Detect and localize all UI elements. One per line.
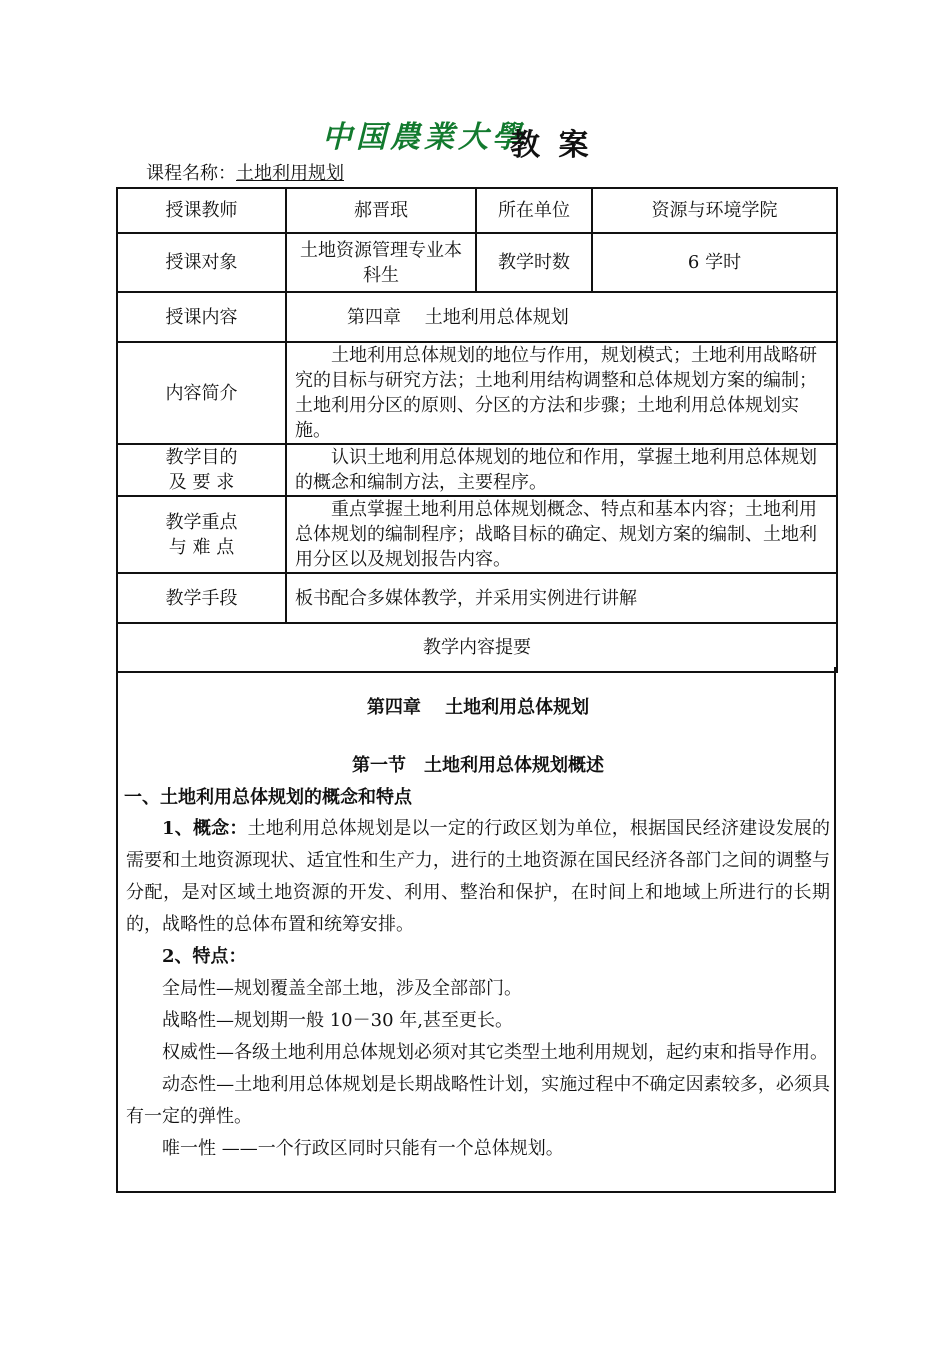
table-row <box>117 444 837 496</box>
teacher-value: 郝晋珉 <box>286 188 476 233</box>
chapter-title: 第四章 土地利用总体规划 <box>366 697 590 718</box>
means-label: 教学手段 <box>117 573 286 623</box>
table-row <box>117 188 837 233</box>
key-value: 重点掌握土地利用总体规划概念、特点和基本内容；土地利用总体规划的编制程序；战略目标的确定、规划方案的编制、土地利用分区以及规划报告内容。 <box>286 496 837 573</box>
key-label <box>117 496 286 573</box>
goal-value: 认识土地利用总体规划的地位和作用，掌握土地利用总体规划的概念和编制方法，主要程序。 <box>286 444 837 496</box>
means-value: 板书配合多媒体教学，并采用实例进行讲解 <box>286 573 837 623</box>
table-row <box>117 623 837 672</box>
feature-unique: 唯一性 ——一个行政区同时只能有一个总体规划。 <box>162 1138 564 1159</box>
audience-label: 授课对象 <box>117 233 286 292</box>
feature-dynamic: 动态性—土地利用总体规划是长期战略性计划，实施过程中不确定因素较多，必须具有一定的弹性。 <box>126 1074 830 1127</box>
heading-concept-features: 一、土地利用总体规划的概念和特点 <box>124 787 412 808</box>
document-title: 教 案 <box>510 128 593 163</box>
summary-value: 土地利用总体规划的地位与作用，规划模式；土地利用战略研究的目标与研究方法；土地利用结构调整和总体规划方案的编制；土地利用分区的原则、分区的方法和步骤；土地利用总体规划实施。 <box>286 342 837 444</box>
course-name-value: 土地利用规划 <box>236 163 344 184</box>
teacher-label: 授课教师 <box>117 188 286 233</box>
concept-text: 土地利用总体规划是以一定的行政区划为单位，根据国民经济建设发展的需要和土地资源现状、适宜性和生产力，进行的土地资源在国民经济各部门之间的调整与分配，是对区域土地资源的开发、利用、整治和保护，在时间上和地域上所进行的长期的，战略性的总体布置和统筹安排。 <box>126 818 830 935</box>
table-row <box>117 573 837 623</box>
hours-value: 6 学时 <box>592 233 837 292</box>
audience-value: 土地资源管理专业本科生 <box>286 233 476 292</box>
document-header <box>0 118 952 168</box>
content-value: 第四章 土地利用总体规划 <box>286 292 837 342</box>
key-label-line1: 教学重点 <box>165 511 238 533</box>
summary-label: 内容简介 <box>117 342 286 444</box>
teaching-content-box <box>116 667 836 1193</box>
table-row <box>117 292 837 342</box>
goal-label-line1: 教学目的 <box>165 447 238 468</box>
concept-label: 1、概念： <box>162 818 248 839</box>
body-text <box>126 813 830 1165</box>
feature-strategic: 战略性—规划期一般 10－30 年,甚至更长。 <box>162 1010 513 1031</box>
course-name-label: 课程名称： <box>146 163 236 184</box>
features-label: 2、特点： <box>162 946 247 967</box>
goal-label <box>117 444 286 496</box>
university-logo: 中国農業大學 <box>322 120 526 155</box>
unit-value: 资源与环境学院 <box>592 188 837 233</box>
table-row <box>117 496 837 573</box>
section-title: 第一节 土地利用总体规划概述 <box>352 755 604 776</box>
goal-label-line2: 及 要 求 <box>168 472 235 493</box>
table-row <box>117 233 837 292</box>
outline-heading: 教学内容提要 <box>117 623 837 672</box>
feature-authority: 权威性—各级土地利用总体规划必须对其它类型土地利用规划，起约束和指导作用。 <box>162 1042 828 1063</box>
feature-global: 全局性—规划覆盖全部土地，涉及全部部门。 <box>162 978 522 999</box>
course-info-table <box>116 187 838 673</box>
table-row <box>117 342 837 444</box>
key-label-line2: 与 难 点 <box>168 536 235 558</box>
unit-label: 所在单位 <box>476 188 592 233</box>
hours-label: 教学时数 <box>476 233 592 292</box>
concept-paragraph <box>126 813 830 941</box>
content-label: 授课内容 <box>117 292 286 342</box>
course-name-line <box>146 162 344 186</box>
